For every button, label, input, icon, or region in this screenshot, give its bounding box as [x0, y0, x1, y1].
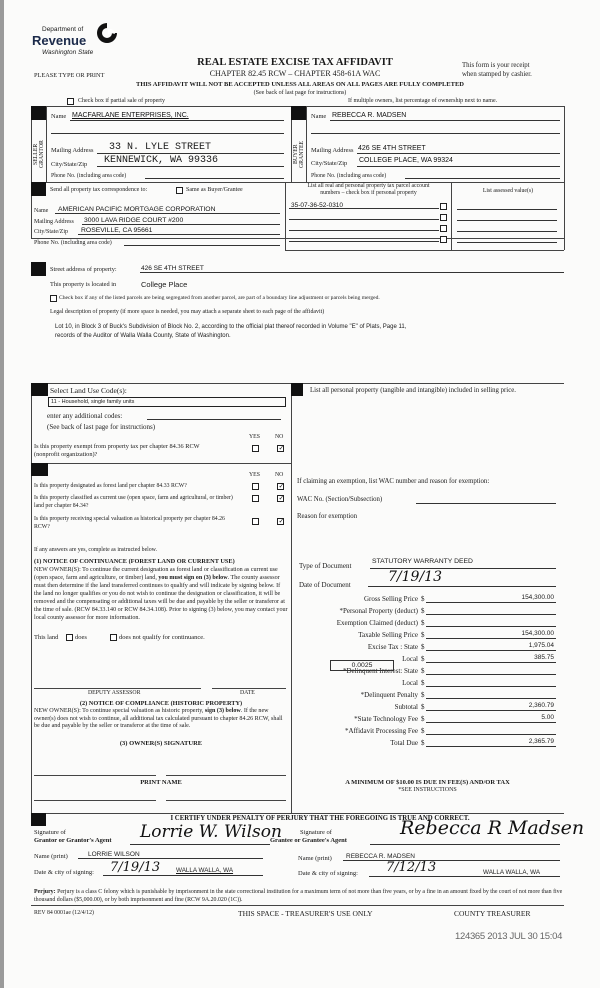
parcel-number-1[interactable]: 35-07-36-52-0310	[291, 202, 344, 209]
print-name-line-2[interactable]	[166, 800, 286, 801]
sale-row-label: Taxable Selling Price	[358, 631, 418, 639]
seller-mailing-field[interactable]: 33 N. LYLE STREET	[109, 142, 212, 153]
warning-text: THIS AFFIDAVIT WILL NOT BE ACCEPTED UNLESS ALL AREAS ON ALL PAGES ARE FULLY COMPLETED	[136, 81, 464, 88]
buyer-name-field[interactable]: REBECCA R. MADSEN	[332, 112, 407, 119]
notice-2-title: (2) NOTICE OF COMPLIANCE (HISTORIC PROPERTY)	[79, 700, 243, 707]
sale-row-value[interactable]: 154,300.00	[426, 594, 556, 603]
grantor-name-label: Name (print)	[34, 853, 68, 860]
dollar-sign: $	[421, 655, 425, 663]
buyer-phone-label: Phone No. (including area code)	[311, 173, 387, 179]
grantee-city-field[interactable]: WALLA WALLA, WA	[483, 869, 541, 876]
legal-desc-line-1[interactable]: Lot 10, in Block 3 of Buck's Subdivision of Block No. 2, according to the official plat thereof recorded in Volume "E" of Plats, Page 11,	[55, 324, 407, 330]
grantee-label: GRANTEE	[299, 140, 305, 168]
doc-type-field[interactable]: STATUTORY WARRANTY DEED	[372, 558, 473, 565]
logo-line-3: Washington State	[42, 49, 94, 56]
historic-yes-checkbox[interactable]	[252, 518, 259, 525]
assessor-date-label: DATE	[240, 690, 255, 696]
sale-row-value[interactable]: 5.00	[426, 714, 556, 723]
seller-label: SELLER	[33, 143, 39, 165]
sale-row-value[interactable]	[426, 666, 556, 675]
notice-2-text-a: NEW OWNER(S): To continue special valuation as historic property,	[34, 708, 205, 714]
located-in-field[interactable]: College Place	[141, 280, 188, 289]
forest-yes-checkbox[interactable]	[252, 483, 259, 490]
section-6-marker	[31, 463, 48, 476]
grantor-name-field[interactable]: LORRIE WILSON	[88, 851, 140, 858]
grantee-name-field[interactable]: REBECCA R. MADSEN	[346, 853, 415, 860]
grantee-signature[interactable]: Rebecca R Madsen	[400, 817, 585, 839]
perjury-text: Perjury is a class C felony which is punishable by imprisonment in the state correctional institution for a maximum term of not more than five years, or by a fine in an amount fixed by the court of not more than five thousand dollars ($5,000.00), or by both imprisonment and fine (RCW 9A.20.020 (1C)).	[34, 889, 563, 903]
receipt-note-2: when stamped by cashier.	[462, 71, 532, 78]
does-checkbox[interactable]	[66, 634, 73, 641]
notice-1-text-bold: you must sign on (3) below	[158, 575, 228, 581]
assessed-header: List assessed value(s)	[482, 188, 534, 194]
sale-row-label: *Delinquent Penalty	[360, 691, 418, 699]
reason-label: Reason for exemption	[297, 513, 358, 520]
please-type: PLEASE TYPE OR PRINT	[34, 72, 105, 79]
sale-row-value[interactable]	[426, 606, 556, 615]
assessed-value-1[interactable]	[457, 203, 557, 210]
sale-row-value[interactable]: 385.75	[426, 654, 556, 663]
grantee-sig-label-2: Grantee or Grantee's Agent	[270, 837, 347, 844]
sale-row-value[interactable]: 1,975.04	[426, 642, 556, 651]
grantee-date-label: Date & city of signing:	[298, 870, 358, 877]
see-instructions: *SEE INSTRUCTIONS	[398, 787, 457, 793]
form-title: REAL ESTATE EXCISE TAX AFFIDAVIT	[197, 57, 393, 68]
historic-no-checkbox[interactable]	[277, 518, 284, 525]
perjury-notice	[34, 888, 564, 904]
seller-phone-label: Phone No. (including area code)	[51, 173, 127, 179]
wac-field[interactable]	[416, 495, 556, 504]
perjury-bold: Perjury:	[34, 889, 56, 895]
notice-2-text-bold: sign (3) below	[204, 708, 241, 714]
no-header-2: NO	[275, 472, 284, 478]
dollar-sign: $	[421, 679, 425, 687]
does-not-checkbox[interactable]	[110, 634, 117, 641]
corr-mailing-label: Mailing Address	[34, 219, 74, 225]
if-yes-note: If any answers are yes, complete as instructed below.	[34, 547, 157, 553]
segregated-checkbox[interactable]	[50, 295, 57, 302]
wac-label: WAC No. (Section/Subsection)	[297, 496, 383, 503]
assessed-value-3[interactable]	[457, 225, 557, 232]
sale-row-label: Total Due	[390, 739, 418, 747]
same-as-buyer-checkbox[interactable]	[176, 187, 183, 194]
grantor-date-label: Date & city of signing:	[34, 869, 94, 876]
deputy-assessor-line[interactable]	[34, 688, 201, 689]
buyer-side-label	[293, 134, 305, 174]
owner-signature-line-1[interactable]	[34, 775, 156, 776]
parcel-number-3[interactable]	[289, 222, 439, 231]
seller-name-label: Name	[51, 113, 67, 120]
print-name-label: PRINT NAME	[140, 779, 182, 786]
assessed-value-4[interactable]	[457, 236, 557, 243]
sale-row-label: Exemption Claimed (deduct)	[336, 619, 418, 627]
grantee-name-label: Name (print)	[298, 855, 332, 862]
seller-city-field[interactable]: KENNEWICK, WA 99336	[104, 155, 219, 166]
seller-name-field[interactable]: MACFARLANE ENTERPRISES, INC.	[72, 112, 189, 119]
additional-codes-field[interactable]	[147, 411, 281, 420]
land-use-select[interactable]: 11 - Household, single family units	[48, 397, 286, 407]
dollar-sign: $	[421, 703, 425, 711]
doc-date-label: Date of Document	[299, 581, 351, 589]
notice-1-text-b: . The county assessor must then determine if the land transferred continues to qualify and will indicate by signing below. If the land no longer qualifies or you do not wish to continue the designation or classification, it will be removed and the compensating or additional taxes will be due and payable by the seller or transferor at the time of sale. (RCW 84.33.140 or RCW 84.34.108). Prior to signing (3) below, you may contact your local county assessor for more information.	[34, 575, 288, 621]
receipt-note-1: This form is your receipt	[462, 62, 530, 69]
corr-mailing-field[interactable]: 3000 LAVA RIDGE COURT #200	[84, 217, 184, 224]
section-3-marker	[31, 182, 46, 196]
treasurer-use-label: THIS SPACE - TREASURER'S USE ONLY	[238, 909, 373, 918]
print-name-line-1[interactable]	[34, 800, 156, 801]
corr-city-field[interactable]: ROSEVILLE, CA 95661	[81, 227, 153, 234]
exempt-question: Is this property exempt from property tax per chapter 84.36 RCW (nonprofit organization)?	[34, 443, 200, 458]
notice-2-text-b: . If the new owner(s) does not wish to continue, all additional tax calculated pursuant to chapter 84.26 RCW, shall be due and payable by the seller or transferor at the time of sale.	[34, 708, 283, 729]
sale-row-value[interactable]: 2,365.79	[426, 738, 556, 747]
logo-line-1: Department of	[42, 26, 84, 33]
grantee-sig-label-1: Signature of	[300, 829, 332, 836]
does-not-label: does not qualify for continuance.	[119, 634, 205, 641]
land-use-label: Select Land Use Code(s):	[50, 386, 127, 395]
section-7-marker	[291, 383, 303, 396]
grantor-sig-label-1: Signature of	[34, 829, 66, 836]
dollar-sign: $	[421, 691, 425, 699]
buyer-phone-field[interactable]	[405, 170, 560, 179]
grantor-sig-label-2: Grantor or Grantor's Agent	[34, 837, 112, 844]
exempt-no-checkbox[interactable]	[277, 445, 284, 452]
additional-codes-label: enter any additional codes:	[47, 412, 123, 420]
parcel-personal-checkbox-1[interactable]	[440, 203, 447, 210]
sale-row-value[interactable]	[426, 726, 556, 735]
segregated-label: Check box if any of the listed parcels are being segregated from another parcel, are part of a boundary line adjustment or parcels being merged.	[59, 295, 380, 301]
county-treasurer-label: COUNTY TREASURER	[454, 909, 531, 918]
section-1-marker	[31, 106, 46, 120]
buyer-label: BUYER	[293, 144, 299, 164]
located-in-label: This property is located in	[50, 281, 117, 288]
dollar-sign: $	[421, 643, 425, 651]
partial-sale-checkbox[interactable]	[67, 98, 74, 105]
corr-phone-field[interactable]	[124, 237, 280, 246]
exemption-label: If claiming an exemption, list WAC number and reason for exemption:	[297, 478, 490, 485]
form-subtitle: CHAPTER 82.45 RCW – CHAPTER 458-61A WAC	[209, 69, 381, 78]
sale-row-label: *Affidavit Processing Fee	[345, 727, 418, 735]
notice-2-text	[34, 708, 288, 731]
corr-name-field[interactable]: AMERICAN PACIFIC MORTGAGE CORPORATION	[58, 206, 216, 213]
dollar-sign: $	[421, 607, 425, 615]
parcel-header-2: numbers – check box if personal property	[320, 190, 417, 196]
dor-logo	[30, 22, 120, 62]
sale-row-label: *State Technology Fee	[354, 715, 418, 723]
forest-no-checkbox[interactable]	[277, 483, 284, 490]
dollar-sign: $	[421, 727, 425, 735]
does-label: does	[75, 634, 87, 641]
grantor-signature[interactable]: Lorrie W. Wilson	[140, 822, 282, 842]
owner-signature-heading: (3) OWNER(S) SIGNATURE	[119, 740, 203, 747]
scan-edge	[0, 0, 4, 988]
sale-row-label: *Delinquent Interest: State	[342, 667, 418, 675]
sale-row-label: Subtotal	[394, 703, 418, 711]
dor-swirl-icon	[96, 22, 118, 44]
doc-date-field[interactable]: 7/19/13	[388, 569, 442, 585]
forest-land-question: Is this property designated as forest land per chapter 84.33 RCW?	[34, 483, 187, 489]
dollar-sign: $	[421, 619, 425, 627]
dollar-sign: $	[421, 739, 425, 747]
parcel-number-4[interactable]	[289, 233, 439, 242]
section-8-marker	[31, 813, 46, 826]
yes-header-1: YES	[249, 434, 260, 440]
notice-1-title: (1) NOTICE OF CONTINUANCE (FOREST LAND OR CURRENT USE)	[34, 558, 235, 565]
multiple-owners-note: If multiple owners, list percentage of ownership next to name.	[348, 98, 498, 104]
this-land-label: This land	[34, 634, 59, 641]
dollar-sign: $	[421, 595, 425, 603]
historic-question: Is this property receiving special valuation as historical property per chapter 84.26 RCW?	[34, 516, 225, 530]
sale-row-label: Local	[402, 679, 418, 687]
corr-city-label: City/State/Zip	[34, 229, 68, 235]
street-address-label: Street address of property:	[50, 266, 117, 273]
certify-statement: I CERTIFY UNDER PENALTY OF PERJURY THAT THE FOREGOING IS TRUE AND CORRECT.	[170, 815, 470, 822]
buyer-mailing-field[interactable]: 426 SE 4TH STREET	[358, 145, 426, 152]
current-use-no-checkbox[interactable]	[277, 495, 284, 502]
same-as-buyer-label: Same as Buyer/Grantee	[186, 187, 243, 193]
assessed-value-2[interactable]	[457, 214, 557, 221]
section-5-marker	[31, 383, 48, 396]
assessor-date-line[interactable]	[212, 688, 286, 689]
legal-desc-label: Legal description of property (if more space is needed, you may attach a separate sheet to each page of the affidavit)	[50, 309, 325, 315]
grantor-label: GRANTOR	[39, 140, 45, 168]
minimum-note: A MINIMUM OF $10.00 IS DUE IN FEE(S) AND/OR TAX	[345, 779, 510, 786]
parcel-personal-checkbox-2[interactable]	[440, 214, 447, 221]
current-use-question: Is this property classified as current use (open space, farm and agricultural, or timber) land per chapter 84.34?	[34, 495, 233, 509]
sale-row-label: Excise Tax : State	[367, 643, 418, 651]
buyer-city-field[interactable]: COLLEGE PLACE, WA 99324	[359, 157, 453, 164]
owner-signature-line-2[interactable]	[166, 775, 286, 776]
partial-sale-label: Check box if partial sale of property	[78, 98, 165, 104]
seller-phone-field[interactable]	[145, 170, 284, 179]
seller-side-label	[33, 134, 45, 174]
form-id: REV 84 0001ae (12/4/12)	[34, 910, 94, 916]
notice-1-text-a: NEW OWNER(S): To continue the current designation as forest land or classification as current use (open space, farm and agriculture, or timber) land,	[34, 567, 278, 581]
no-header-1: NO	[275, 434, 284, 440]
sale-row-value[interactable]: 154,300.00	[426, 630, 556, 639]
sale-row-label: *Personal Property (deduct)	[339, 607, 418, 615]
sale-row-label: Gross Selling Price	[363, 595, 418, 603]
street-address-field[interactable]: 426 SE 4TH STREET	[141, 265, 204, 272]
correspondence-label: Send all property tax correspondence to:	[50, 187, 148, 193]
current-use-yes-checkbox[interactable]	[252, 495, 259, 502]
buyer-city-label: City/State/Zip	[311, 160, 348, 167]
corr-name-label: Name	[34, 208, 49, 214]
parcel-personal-checkbox-4[interactable]	[440, 236, 447, 243]
grantor-date-field[interactable]: 7/19/13	[110, 860, 161, 875]
personal-property-label: List all personal property (tangible and intangible) included in selling price.	[310, 387, 516, 394]
buyer-name-label: Name	[311, 113, 327, 120]
dollar-sign: $	[421, 667, 425, 675]
dollar-sign: $	[421, 631, 425, 639]
logo-line-2: Revenue	[32, 33, 87, 48]
seller-city-label: City/State/Zip	[51, 161, 88, 168]
see-back-text: (See back of last page for instructions)	[253, 90, 347, 96]
parcel-header-1: List all real and personal property tax parcel account	[307, 183, 430, 189]
local-rate-box[interactable]: 0.0025	[330, 660, 394, 671]
corr-phone-label: Phone No. (including area code)	[34, 240, 112, 246]
parcel-number-2[interactable]	[289, 211, 439, 220]
seller-mailing-label: Mailing Address	[51, 147, 94, 154]
legal-desc-line-2[interactable]: records of the Auditor of Walla Walla County, State of Washington.	[55, 333, 231, 339]
grantor-city-field[interactable]: WALLA WALLA, WA	[176, 867, 234, 874]
deputy-assessor-label: DEPUTY ASSESSOR	[88, 690, 141, 696]
section-4-marker	[31, 262, 46, 276]
sale-row-value[interactable]	[426, 678, 556, 687]
parcel-personal-checkbox-3[interactable]	[440, 225, 447, 232]
sale-row-value[interactable]	[426, 618, 556, 627]
sale-row-label: Local	[402, 655, 418, 663]
exempt-yes-checkbox[interactable]	[252, 445, 259, 452]
notice-1-text	[34, 566, 288, 622]
yes-header-2: YES	[249, 472, 260, 478]
sale-row-value[interactable]: 2,360.79	[426, 702, 556, 711]
section-2-marker	[291, 106, 306, 120]
dollar-sign: $	[421, 715, 425, 723]
treasurer-stamp: 124365 2013 JUL 30 15:04	[455, 931, 563, 942]
buyer-mailing-label: Mailing Address	[311, 147, 354, 154]
sale-row-value[interactable]	[426, 690, 556, 699]
doc-type-label: Type of Document	[299, 562, 352, 570]
grantee-date-field[interactable]: 7/12/13	[386, 860, 437, 875]
land-use-see-back: (See back of last page for instructions)	[47, 423, 156, 431]
